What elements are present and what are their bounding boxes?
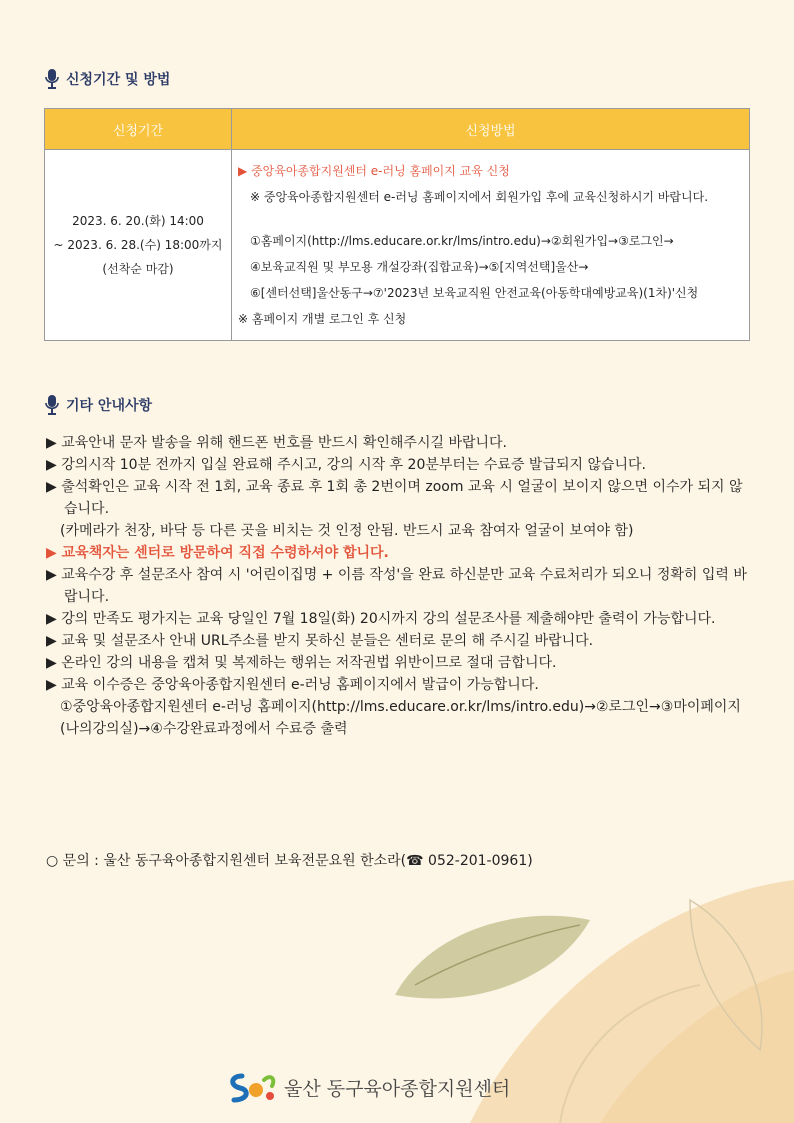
- note-item: ▶ 교육 및 설문조사 안내 URL주소를 받지 못하신 분들은 센터로 문의 해 주시길 바랍니다.: [46, 633, 594, 649]
- note-item: ①중앙육아종합지원센터 e-러닝 홈페이지(http://lms.educare.or.kr/lms/intro.edu)→②로그인→③마이페이지(나의강의실)→④수강완료과정에서 수료증 출력: [60, 699, 741, 737]
- phone-icon: ☎: [406, 853, 424, 869]
- method-line-5: ⑥[센터선택]울산동구→⑦'2023년 보육교직원 안전교육(아동학대예방교육)(1차)'신청: [250, 286, 699, 300]
- method-cell: [232, 150, 750, 341]
- contact-info: ○ 문의 : 울산 동구육아종합지원센터 보육전문요원 한소라(☎ 052-201-0961): [46, 853, 533, 869]
- note-item: ▶ 교육 이수증은 중앙육아종합지원센터 e-러닝 홈페이지에서 발급이 가능합니다.: [46, 677, 539, 693]
- note-item: ▶ 강의 만족도 평가지는 교육 당일인 7월 18일(화) 20시까지 강의 설문조사를 제출해야만 출력이 가능합니다.: [46, 611, 716, 627]
- note-item: ▶ 교육안내 문자 발송을 위해 핸드폰 번호를 반드시 확인해주시길 바랍니다.: [46, 435, 507, 451]
- method-line-3: ①홈페이지(http://lms.educare.or.kr/lms/intro.edu)→②회원가입→③로그인→: [250, 234, 674, 248]
- section-title-notes: 기타 안내사항: [44, 394, 152, 416]
- section-title-apply: 신청기간 및 방법: [44, 68, 170, 90]
- method-line-2: ※ 중앙육아종합지원센터 e-러닝 홈페이지에서 회원가입 후에 교육신청하시기 바랍니다.: [250, 190, 709, 204]
- center-logo-icon: [226, 1070, 278, 1104]
- microphone-icon: [44, 68, 60, 90]
- note-item: ▶ 온라인 강의 내용을 캡쳐 및 복제하는 행위는 저작권법 위반이므로 절대 금합니다.: [46, 655, 557, 671]
- note-item: ▶ 교육수강 후 설문조사 참여 시 '어린이집명 + 이름 작성'을 완료 하신분만 교육 수료처리가 되오니 정확히 입력 바랍니다.: [46, 567, 747, 605]
- note-item: ▶ 강의시작 10분 전까지 입실 완료해 주시고, 강의 시작 후 20분부터는 수료증 발급되지 않습니다.: [46, 457, 647, 473]
- period-cell: 2023. 6. 20.(화) 14:00 ~ 2023. 6. 28.(수) 18:00까지 (선착순 마감): [45, 150, 232, 341]
- footer-logo: 울산 동구육아종합지원센터: [226, 1070, 510, 1104]
- note-item: (카메라가 천장, 바닥 등 다른 곳을 비치는 것 인정 안됨. 반드시 교육 참여자 얼굴이 보여야 함): [60, 523, 634, 539]
- notes-list: [46, 432, 752, 740]
- application-table: [44, 108, 750, 341]
- header-method: 신청방법: [232, 109, 750, 150]
- note-item-highlight: ▶ 교육책자는 센터로 방문하여 직접 수령하셔야 합니다.: [46, 545, 389, 561]
- method-line-1: ▶ 중앙육아종합지원센터 e-러닝 홈페이지 교육 신청: [238, 164, 510, 178]
- method-line-4: ④보육교직원 및 부모용 개설강좌(집합교육)→⑤[지역선택]울산→: [250, 260, 589, 274]
- header-period: 신청기간: [45, 109, 232, 150]
- note-item: ▶ 출석확인은 교육 시작 전 1회, 교육 종료 후 1회 총 2번이며 zoom 교육 시 얼굴이 보이지 않으면 이수가 되지 않습니다.: [46, 479, 743, 517]
- method-line-6: ※ 홈페이지 개별 로그인 후 신청: [238, 312, 407, 326]
- microphone-icon: [44, 394, 60, 416]
